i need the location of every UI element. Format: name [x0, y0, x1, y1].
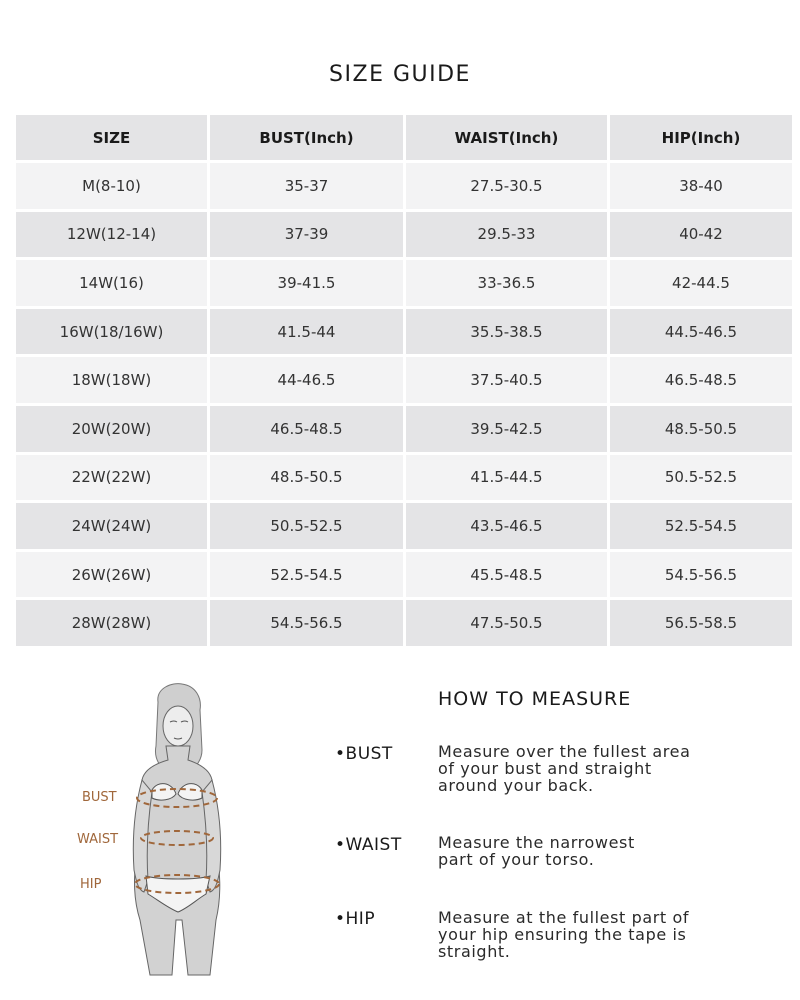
cell-size: 24W(24W) [16, 503, 207, 549]
cell-bust: 37-39 [210, 212, 403, 258]
cell-waist: 47.5-50.5 [406, 600, 607, 646]
cell-hip: 42-44.5 [610, 260, 792, 306]
cell-hip: 54.5-56.5 [610, 552, 792, 598]
cell-hip: 38-40 [610, 163, 792, 209]
cell-bust: 52.5-54.5 [210, 552, 403, 598]
table-row [16, 406, 792, 452]
table-row [16, 503, 792, 549]
table-row [16, 260, 792, 306]
measure-label-hip: •HIP [335, 909, 376, 929]
cell-hip: 40-42 [610, 212, 792, 258]
cell-bust: 35-37 [210, 163, 403, 209]
header-hip: HIP(Inch) [610, 115, 792, 160]
cell-bust: 46.5-48.5 [210, 406, 403, 452]
cell-bust: 48.5-50.5 [210, 455, 403, 501]
cell-size: 20W(20W) [16, 406, 207, 452]
cell-bust: 50.5-52.5 [210, 503, 403, 549]
cell-waist: 27.5-30.5 [406, 163, 607, 209]
figure-label-bust: BUST [82, 790, 117, 805]
cell-size: 26W(26W) [16, 552, 207, 598]
measure-label-bust: •BUST [335, 744, 393, 764]
desc-line: of your bust and straight [438, 759, 652, 778]
header-bust: BUST(Inch) [210, 115, 403, 160]
cell-waist: 43.5-46.5 [406, 503, 607, 549]
cell-bust: 41.5-44 [210, 309, 403, 355]
table-row [16, 552, 792, 598]
size-table [13, 112, 795, 649]
body-silhouette-illustration [60, 680, 300, 980]
cell-waist: 39.5-42.5 [406, 406, 607, 452]
cell-waist: 37.5-40.5 [406, 357, 607, 403]
cell-hip: 46.5-48.5 [610, 357, 792, 403]
cell-size: 28W(28W) [16, 600, 207, 646]
table-row [16, 600, 792, 646]
table-row [16, 309, 792, 355]
desc-line: around your back. [438, 776, 594, 795]
table-row [16, 163, 792, 209]
header-size: SIZE [16, 115, 207, 160]
table-row [16, 455, 792, 501]
cell-bust: 44-46.5 [210, 357, 403, 403]
desc-line: part of your torso. [438, 850, 595, 869]
cell-waist: 29.5-33 [406, 212, 607, 258]
measure-desc-waist [438, 834, 738, 868]
desc-line: Measure over the fullest area [438, 742, 691, 761]
table-row [16, 212, 792, 258]
desc-line: straight. [438, 942, 511, 961]
cell-bust: 54.5-56.5 [210, 600, 403, 646]
figure-label-hip: HIP [80, 877, 102, 892]
cell-hip: 56.5-58.5 [610, 600, 792, 646]
cell-waist: 45.5-48.5 [406, 552, 607, 598]
body-measurement-figure [60, 680, 300, 980]
cell-bust: 39-41.5 [210, 260, 403, 306]
table-header-row [16, 115, 792, 160]
measure-desc-bust [438, 743, 738, 794]
measure-desc-hip [438, 909, 738, 960]
cell-waist: 41.5-44.5 [406, 455, 607, 501]
cell-size: 18W(18W) [16, 357, 207, 403]
cell-hip: 48.5-50.5 [610, 406, 792, 452]
desc-line: Measure at the fullest part of [438, 908, 690, 927]
table-row [16, 357, 792, 403]
cell-size: M(8-10) [16, 163, 207, 209]
cell-size: 12W(12-14) [16, 212, 207, 258]
cell-hip: 50.5-52.5 [610, 455, 792, 501]
how-to-measure-title: HOW TO MEASURE [438, 688, 632, 710]
cell-waist: 35.5-38.5 [406, 309, 607, 355]
cell-hip: 52.5-54.5 [610, 503, 792, 549]
cell-size: 22W(22W) [16, 455, 207, 501]
figure-label-waist: WAIST [77, 832, 119, 847]
desc-line: Measure the narrowest [438, 833, 635, 852]
cell-size: 14W(16) [16, 260, 207, 306]
cell-hip: 44.5-46.5 [610, 309, 792, 355]
measure-label-waist: •WAIST [335, 835, 402, 855]
page-title: SIZE GUIDE [329, 62, 471, 87]
cell-size: 16W(18/16W) [16, 309, 207, 355]
desc-line: your hip ensuring the tape is [438, 925, 687, 944]
header-waist: WAIST(Inch) [406, 115, 607, 160]
cell-waist: 33-36.5 [406, 260, 607, 306]
